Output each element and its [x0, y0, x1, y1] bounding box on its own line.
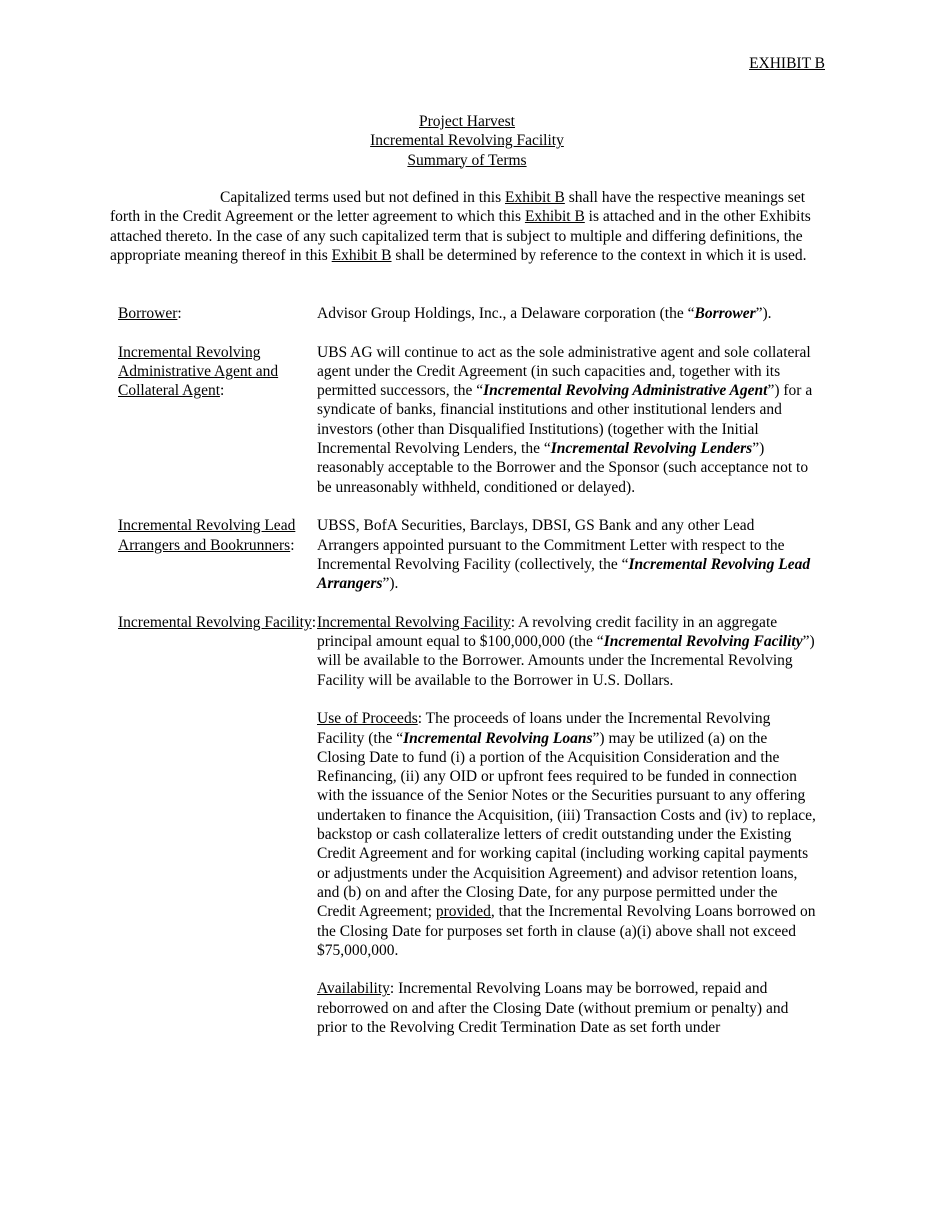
title-project: Project Harvest [419, 113, 515, 130]
term-label-text: Incremental Revolving Lead Arrangers and Bookrunners [118, 517, 296, 554]
intro-text: is attached and in the other Exhibits attached thereto. In the case of any such capitalized term that is subject to multiple and differing definitions, the appropriate meaning thereof in this [110, 208, 811, 264]
term-label-facility [118, 613, 317, 1038]
term-text: : Incremental Revolving Loans may be borrowed, repaid and reborrowed on and after the Closing Date (without premium or penalty) and prior to the Revolving Credit Termination Date as set forth under [317, 980, 789, 1036]
term-label-text: Borrower [118, 305, 178, 322]
term-label-borrower [118, 304, 317, 323]
term-desc-facility [317, 613, 817, 1038]
proviso-term: provided [435, 903, 491, 921]
term-text: ”) reasonably acceptable to the Borrower and the Sponsor (such acceptance not to be unreasonably withheld, conditioned or delayed). [317, 440, 809, 496]
subheading: Incremental Revolving Facility [317, 613, 511, 631]
term-row-arrangers [118, 516, 830, 593]
term-desc-borrower [317, 304, 817, 323]
term-label-colon: : [220, 382, 225, 400]
intro-text: shall be determined by reference to the context in which it is used. [391, 246, 807, 264]
facility-paragraph [317, 613, 817, 690]
availability-paragraph [317, 979, 817, 1037]
term-label-colon: : [311, 613, 317, 631]
term-label-colon: : [290, 536, 295, 554]
defined-term: Incremental Revolving Lead Arrangers [317, 555, 811, 593]
term-row-borrower [118, 304, 830, 323]
term-text: ”) may be utilized (a) on the Closing Date to fund (i) a portion of the Acquisition Consideration and the Refinancing, (ii) any OID or upfront fees required to be funded in connection with the issuance of the Senior Notes or the Securities pursuant to any offering undertaken to finance the Acquisition, (iii) Transaction Costs and (iv) to replace, backstop or cash collateralize letters of credit outstanding under the Existing Credit Agreement and for working capital (including working capital payments or adjustments under the Acquisition Agreement) and advisor retention loans, and (b) on and after the Closing Date, for any purpose permitted under the Credit Agreement; [317, 729, 816, 921]
term-text: ”) for a syndicate of banks, financial institutions and other institutional lenders and investors (other than Disqualified Institutions) (together with the Initial Incremental Revolving Lenders, the “ [317, 382, 813, 458]
exhibit-label: EXHIBIT B [749, 55, 825, 72]
intro-exhibit-ref: Exhibit B [331, 246, 392, 264]
term-text: ”). [382, 575, 399, 593]
defined-term: Borrower [694, 305, 756, 322]
term-label-text: Incremental Revolving Facility [118, 613, 312, 631]
defined-term: Incremental Revolving Lenders [550, 440, 753, 458]
subheading: Use of Proceeds [317, 710, 418, 728]
term-label-agent [118, 343, 317, 497]
subheading: Availability [317, 980, 390, 998]
intro-exhibit-ref: Exhibit B [504, 189, 565, 206]
title-facility: Incremental Revolving Facility [370, 132, 564, 150]
use-of-proceeds-paragraph [317, 709, 817, 960]
term-text: UBS AG will continue to act as the sole administrative agent and sole collateral agent under the Credit Agreement (in such capacities and, together with its permitted successors, the “ [317, 343, 811, 400]
term-desc-arrangers [317, 516, 817, 593]
intro-exhibit-ref: Exhibit B [524, 208, 585, 226]
term-paragraph [317, 343, 817, 497]
term-label-arrangers [118, 516, 317, 593]
term-row-facility [118, 613, 830, 1038]
term-row-agent [118, 343, 830, 497]
term-text: UBSS, BofA Securities, Barclays, DBSI, GS Bank and any other Lead Arrangers appointed pursuant to the Commitment Letter with respect to the Incremental Revolving Facility (collectively, the “ [317, 517, 785, 573]
term-text: : The proceeds of loans under the Incremental Revolving Facility (the “ [317, 710, 771, 747]
intro-text: Capitalized terms used but not defined in this [220, 189, 505, 206]
term-text: : A revolving credit facility in an aggregate principal amount equal to $100,000,000 (the “ [317, 613, 778, 651]
term-label-colon: : [177, 305, 182, 322]
term-text: , that the Incremental Revolving Loans borrowed on the Closing Date for purposes set forth in clause (a)(i) above shall not exceed $75,000,000. [317, 903, 816, 959]
defined-term: Incremental Revolving Facility [603, 633, 803, 651]
intro-paragraph [110, 188, 826, 265]
term-paragraph [317, 304, 817, 323]
defined-term: Incremental Revolving Administrative Agent [483, 382, 768, 400]
document-title-block [0, 112, 934, 170]
defined-term: Incremental Revolving Loans [403, 729, 593, 747]
term-text: Advisor Group Holdings, Inc., a Delaware corporation (the “ [317, 305, 695, 322]
term-desc-agent [317, 343, 817, 497]
term-text: ”) will be available to the Borrower. Amounts under the Incremental Revolving Facility will be available to the Borrower in U.S. Dollars. [317, 633, 815, 689]
terms-table [118, 304, 830, 1057]
term-text: ”). [755, 305, 772, 322]
term-label-text: Incremental Revolving Administrative Agent and Collateral Agent [118, 343, 279, 400]
term-paragraph [317, 516, 817, 593]
title-summary: Summary of Terms [407, 151, 527, 169]
intro-text: shall have the respective meanings set forth in the Credit Agreement or the letter agreement to which this [110, 189, 806, 226]
